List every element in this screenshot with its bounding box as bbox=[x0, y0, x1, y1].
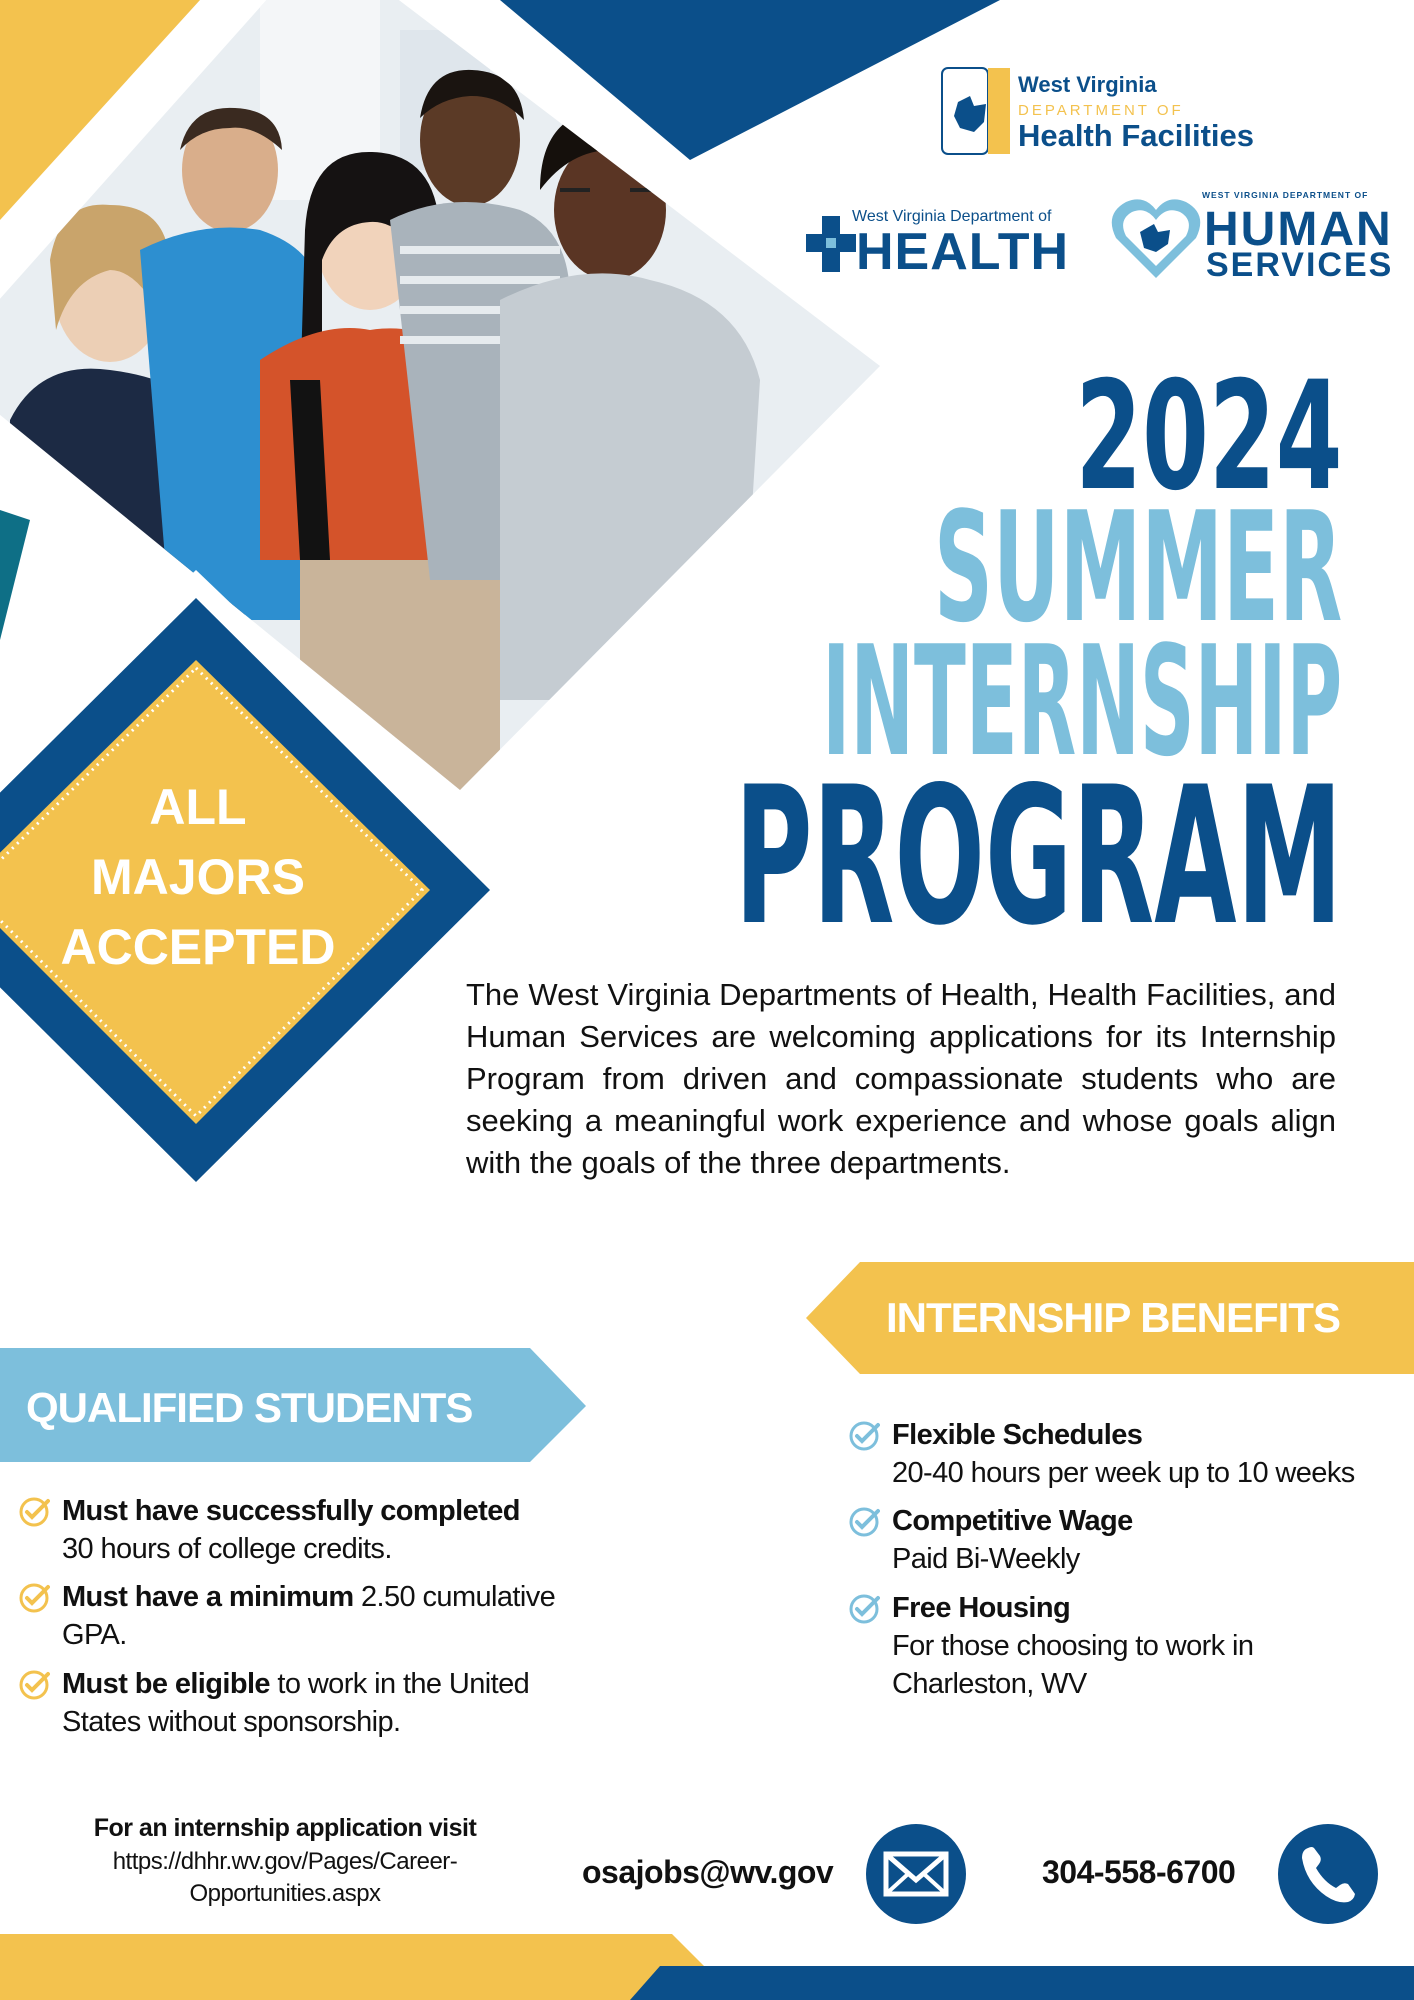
headline-summer: SUMMER bbox=[933, 479, 1342, 656]
check-circle-icon bbox=[848, 1506, 880, 1538]
west-virginia-state-icon bbox=[940, 66, 1012, 158]
medical-cross-icon bbox=[806, 214, 856, 274]
teal-side-wedge bbox=[0, 510, 30, 640]
hf-line3: Health Facilities bbox=[1018, 118, 1255, 153]
bottom-gold-strip bbox=[0, 1934, 710, 2000]
headline-program: PROGRAM bbox=[734, 746, 1342, 967]
benefit-item-2-title: Competitive Wage bbox=[892, 1505, 1133, 1537]
bottom-navy-strip bbox=[630, 1966, 1414, 2000]
check-circle-icon bbox=[18, 1582, 50, 1614]
phone-link[interactable]: 304-558-6700 bbox=[1042, 1854, 1236, 1890]
envelope-icon[interactable] bbox=[866, 1824, 966, 1924]
qualified-item-1-bold: Must have successfully completed bbox=[62, 1495, 520, 1527]
logo-health bbox=[806, 206, 1082, 280]
email-link[interactable]: osajobs@wv.gov bbox=[582, 1854, 834, 1890]
qualified-item-3-bold: Must be eligible bbox=[62, 1668, 270, 1700]
benefit-item-2 bbox=[848, 1502, 1408, 1582]
check-circle-icon bbox=[848, 1420, 880, 1452]
intro-paragraph: The West Virginia Departments of Health, Health Facilities, and Human Services are welcoming applications for its Internship Program from driven and compassionate students who are seeking a meaningful work experience and whose goals align with the goals of the three departments. bbox=[466, 977, 1336, 1180]
hs-small-text: WEST VIRGINIA DEPARTMENT OF bbox=[1202, 190, 1369, 200]
benefit-item-1 bbox=[848, 1416, 1408, 1496]
headline-year: 2024 bbox=[1074, 350, 1342, 524]
qualified-item-2-bold: Must have a minimum bbox=[62, 1581, 354, 1613]
hs-big2-text: SERVICES bbox=[1206, 246, 1394, 284]
benefit-item-3 bbox=[848, 1589, 1408, 1709]
qualified-students-heading: QUALIFIED STUDENTS bbox=[26, 1384, 473, 1431]
health-big-text: HEALTH bbox=[856, 223, 1070, 281]
logo-human-services bbox=[1110, 188, 1394, 288]
benefit-item-3-title: Free Housing bbox=[892, 1592, 1071, 1624]
badge-line2: MAJORS bbox=[91, 849, 305, 905]
phone-icon[interactable] bbox=[1278, 1824, 1378, 1924]
logo-health-facilities bbox=[940, 66, 1280, 162]
check-circle-icon bbox=[848, 1593, 880, 1625]
check-circle-icon bbox=[18, 1496, 50, 1528]
qualified-item-2 bbox=[18, 1578, 618, 1658]
west-virginia-heart-icon bbox=[1110, 192, 1202, 282]
application-link[interactable]: https://dhhr.wv.gov/Pages/Career-Opportunities.aspx bbox=[112, 1848, 458, 1907]
qualified-item-1-rest: 30 hours of college credits. bbox=[62, 1533, 392, 1565]
badge-line3: ACCEPTED bbox=[60, 919, 336, 975]
health-small-text: West Virginia Department of bbox=[852, 208, 1052, 225]
headline-internship: INTERNSHIP bbox=[821, 613, 1342, 790]
benefit-item-2-detail: Paid Bi-Weekly bbox=[892, 1543, 1080, 1575]
all-majors-badge bbox=[20, 772, 376, 982]
benefit-item-3-detail: For those choosing to work in Charleston, WV bbox=[892, 1630, 1254, 1700]
hf-line2: DEPARTMENT OF bbox=[1018, 102, 1184, 119]
qualified-item-2-rest: 2.50 cumulative GPA. bbox=[62, 1581, 556, 1651]
qualified-item-1 bbox=[18, 1492, 598, 1572]
internship-benefits-heading: INTERNSHIP BENEFITS bbox=[886, 1294, 1340, 1341]
apply-title: For an internship application visit bbox=[93, 1814, 477, 1842]
hs-big1-text: HUMAN bbox=[1204, 203, 1393, 256]
hf-line1: West Virginia bbox=[1018, 72, 1157, 97]
benefit-item-1-detail: 20-40 hours per week up to 10 weeks bbox=[892, 1457, 1355, 1489]
benefit-item-1-title: Flexible Schedules bbox=[892, 1419, 1143, 1451]
badge-line1: ALL bbox=[149, 779, 247, 835]
qualified-item-3 bbox=[18, 1665, 618, 1745]
check-circle-icon bbox=[18, 1669, 50, 1701]
qualified-item-3-rest: to work in the United States without sponsorship. bbox=[62, 1668, 530, 1738]
